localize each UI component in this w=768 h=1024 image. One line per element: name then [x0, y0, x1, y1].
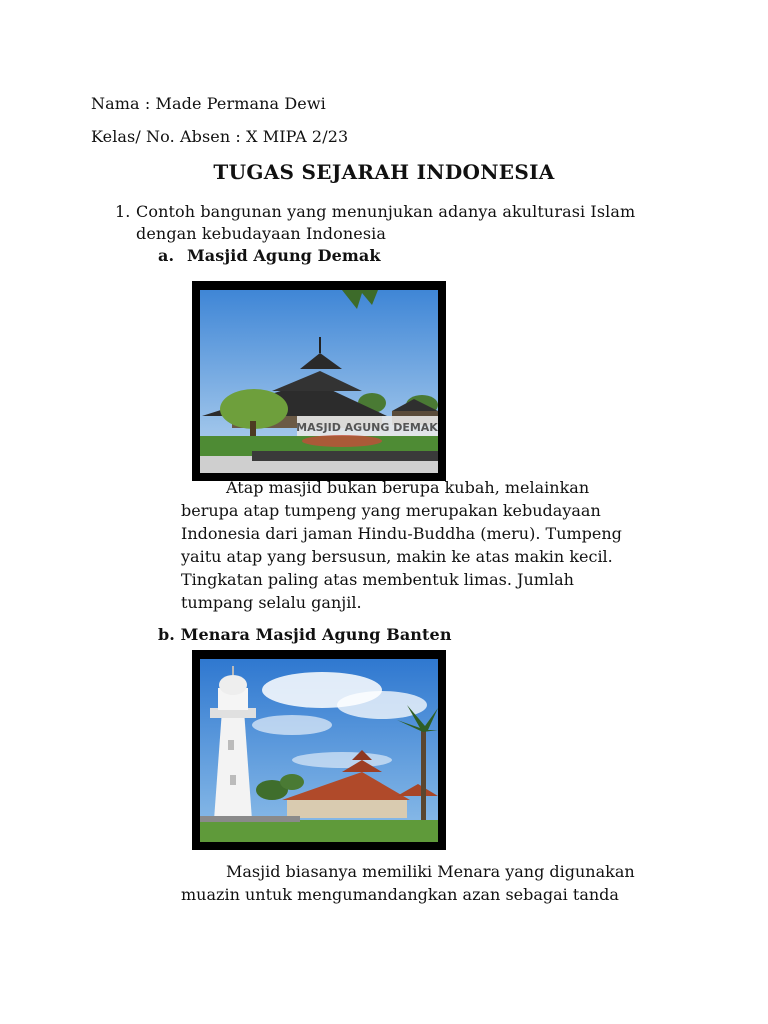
page-title: TUGAS SEJARAH INDONESIA: [213, 160, 555, 184]
student-name: Nama : Made Permana Dewi: [91, 94, 326, 113]
item-b-heading: b. Menara Masjid Agung Banten: [158, 625, 452, 644]
item-b-paragraph: [181, 860, 681, 906]
question-text-line2: dengan kebudayaan Indonesia: [136, 224, 387, 243]
photo-menara-masjid-agung-banten: [192, 650, 446, 850]
item-b-paragraph-line: muazin untuk mengumandangkan azan sebagai tanda: [181, 885, 619, 904]
question-number: 1.: [115, 202, 131, 221]
item-a-paragraph-line: Atap masjid bukan berupa kubah, melainkan: [226, 478, 590, 497]
item-a-paragraph-line: berupa atap tumpeng yang merupakan kebudayaan: [181, 501, 601, 520]
item-a-paragraph-line: Tingkatan paling atas membentuk limas. Jumlah: [181, 570, 574, 589]
item-a-paragraph: [181, 476, 681, 614]
item-a-paragraph-line: Indonesia dari jaman Hindu-Buddha (meru). Tumpeng: [181, 524, 622, 543]
question-text-line1: Contoh bangunan yang menunjukan adanya akulturasi Islam: [136, 202, 636, 221]
item-b-paragraph-line: Masjid biasanya memiliki Menara yang digunakan: [226, 862, 635, 881]
photo-masjid-agung-demak: [192, 281, 446, 481]
item-a-label: a.: [158, 246, 175, 265]
item-a-paragraph-line: yaitu atap yang bersusun, makin ke atas makin kecil.: [181, 547, 613, 566]
item-a-paragraph-line: tumpang selalu ganjil.: [181, 593, 362, 612]
mosque-sign-text: MASJID AGUNG DEMAK: [296, 421, 438, 434]
student-class: Kelas/ No. Absen : X MIPA 2/23: [91, 127, 349, 146]
item-a-heading: Masjid Agung Demak: [187, 246, 381, 265]
